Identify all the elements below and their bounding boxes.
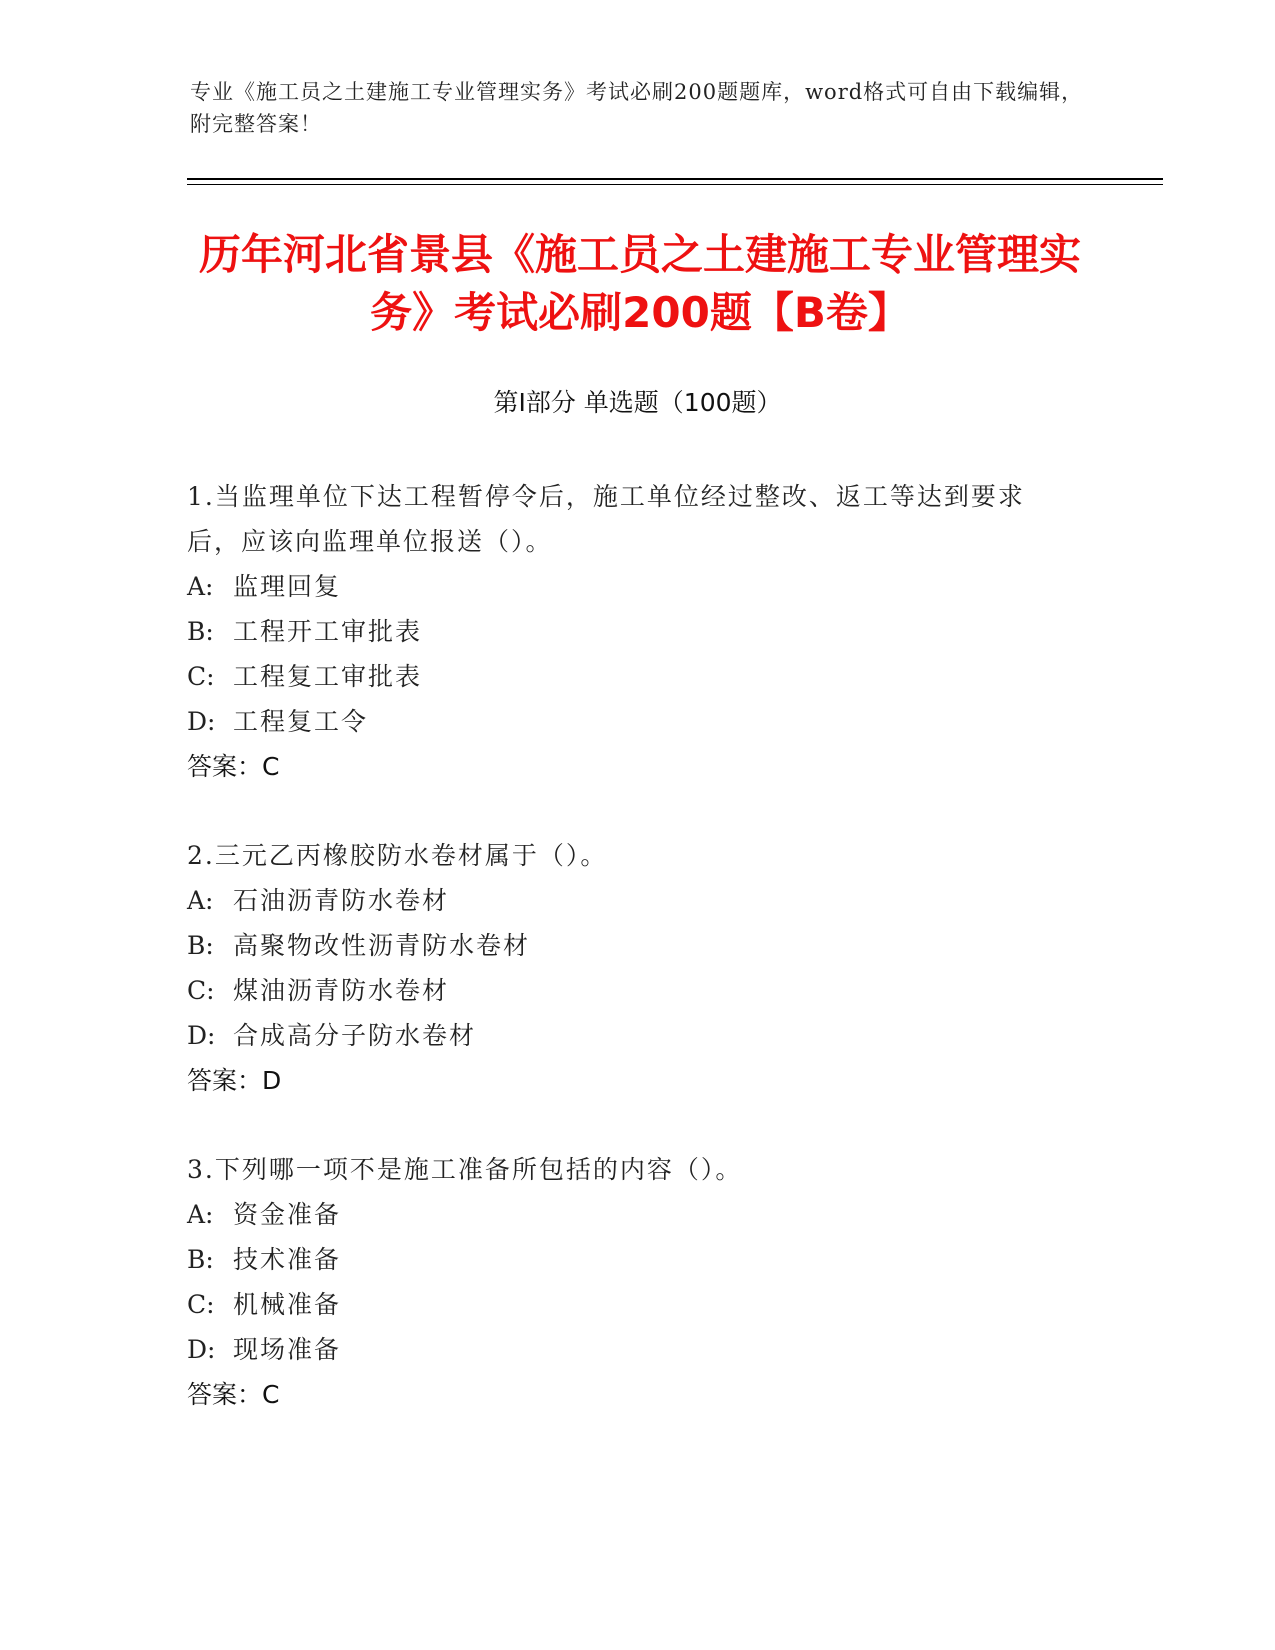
question-stem: 3.下列哪一项不是施工准备所包括的内容（）。 [187,1155,743,1184]
option-text: 工程复工令 [233,707,369,736]
option-key: D: [187,707,216,736]
option-b [187,923,1067,968]
option-text: 工程复工审批表 [233,662,423,691]
option-text: 机械准备 [233,1290,342,1319]
document-title: 历年河北省景县《施工员之土建施工专业管理实务》考试必刷200题【B卷】 [198,230,1081,337]
header-divider-thin [187,184,1163,185]
question-1 [187,474,1067,789]
option-key: B: [187,617,214,646]
question-list [187,474,1067,1461]
option-text: 石油沥青防水卷材 [233,886,450,915]
option-key: D: [187,1021,216,1050]
option-a [187,1192,1067,1237]
answer-line: 答案：D [187,1066,282,1095]
option-d [187,699,1067,744]
option-key: D: [187,1335,216,1364]
option-text: 煤油沥青防水卷材 [233,976,450,1005]
question-stem: 2.三元乙丙橡胶防水卷材属于（）。 [187,841,608,870]
section-heading: 第Ⅰ部分 单选题（100题） [493,388,782,417]
question-stem: 1.当监理单位下达工程暂停令后，施工单位经过整改、返工等达到要求后，应该向监理单位报送（）。 [187,482,1025,556]
option-key: A: [187,572,214,601]
answer-line: 答案：C [187,752,280,781]
option-text: 监理回复 [233,572,342,601]
option-a [187,878,1067,923]
option-key: A: [187,886,214,915]
option-c [187,1282,1067,1327]
option-text: 高聚物改性沥青防水卷材 [233,931,531,960]
option-text: 技术准备 [233,1245,342,1274]
option-key: A: [187,1200,214,1229]
option-a [187,564,1067,609]
option-c [187,968,1067,1013]
question-2 [187,833,1067,1103]
option-key: C: [187,976,215,1005]
option-text: 合成高分子防水卷材 [233,1021,477,1050]
question-3 [187,1147,1067,1417]
header-divider-thick [187,178,1163,180]
answer-line: 答案：C [187,1380,280,1409]
option-b [187,1237,1067,1282]
option-key: B: [187,1245,214,1274]
option-text: 资金准备 [233,1200,342,1229]
option-b [187,609,1067,654]
option-key: C: [187,662,215,691]
option-c [187,654,1067,699]
option-d [187,1327,1067,1372]
option-d [187,1013,1067,1058]
option-key: C: [187,1290,215,1319]
option-text: 工程开工审批表 [233,617,423,646]
option-text: 现场准备 [233,1335,342,1364]
header-note: 专业《施工员之土建施工专业管理实务》考试必刷200题题库，word格式可自由下载编辑，附完整答案！ [190,80,1084,136]
option-key: B: [187,931,214,960]
